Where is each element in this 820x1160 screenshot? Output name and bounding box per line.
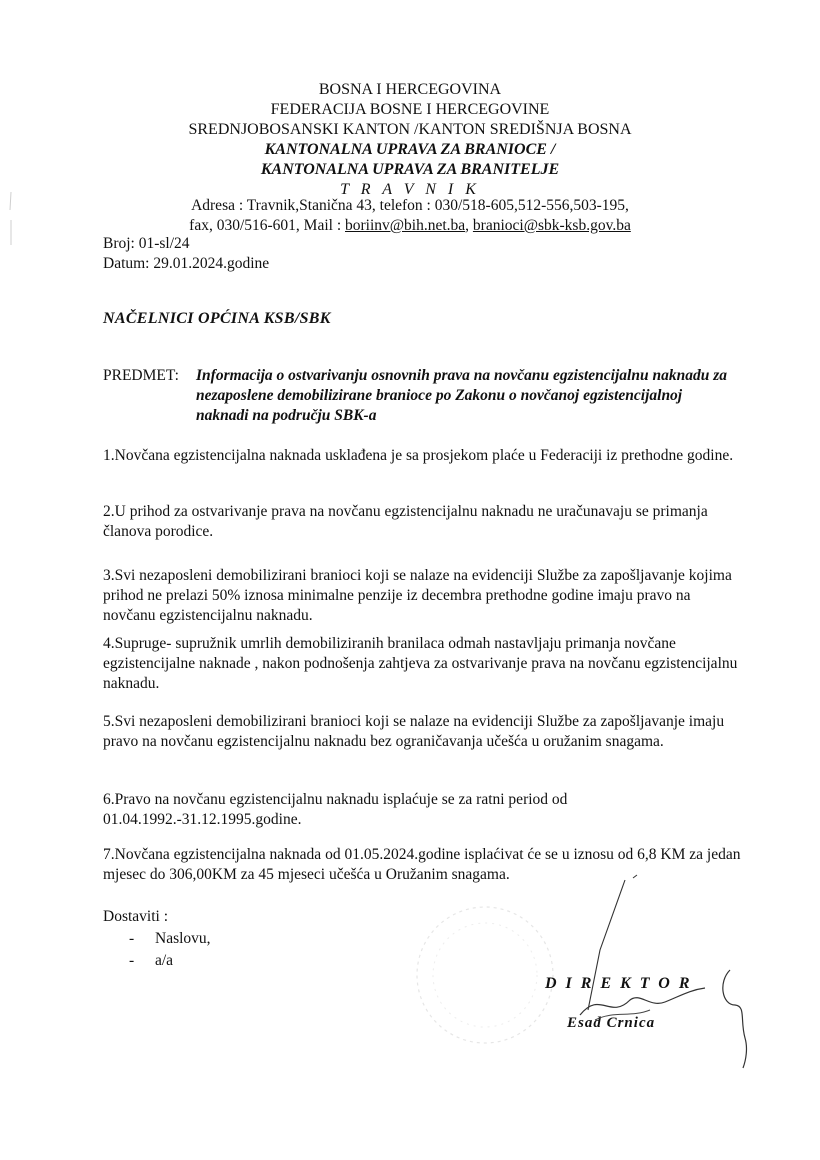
- handwritten-signature: [540, 870, 770, 1070]
- email-separator: ,: [465, 217, 473, 234]
- body-item-5: 5.Svi nezaposleni demobilizirani branioci koji se nalaze na evidenciji Službe za zapošljavanje imaju pravo na novčanu egzistencijalnu naknadu bez ograničavanja učešća u oružanim snagama.: [103, 713, 725, 750]
- contact-block: [0, 196, 820, 236]
- contact-address: Adresa : Travnik,Stanična 43, telefon : 030/518-605,512-556,503-195,: [191, 197, 629, 214]
- distribution-list: [103, 906, 211, 972]
- body-item-4: 4.Supruge- supružnik umrlih demobiliziranih branilaca odmah nastavljaju primanja novčane egzistencijalne naknade , nakon podnošenja zahtjeva za ostvarivanje prava na novčanu egzistencijalnu naknadu.: [103, 635, 738, 692]
- signature-title: DIREKTOR: [545, 975, 699, 992]
- contact-fax-mail: [0, 216, 820, 236]
- email-link-2[interactable]: branioci@sbk-ksb.gov.ba: [472, 217, 631, 234]
- document-number: Broj: 01-sl/24: [103, 235, 190, 252]
- header-office-1: KANTONALNA UPRAVA ZA BRANIOCE /: [264, 141, 556, 158]
- document-meta: [103, 234, 269, 274]
- distribution-label: Dostaviti :: [103, 908, 169, 925]
- body-item-7: 7.Novčana egzistencijalna naknada od 01.05.2024.godine isplaćivat će se u iznosu od 6,8 KM za jedan mjesec do 306,00KM za 45 mjeseci učešća u Oružanim snagama.: [103, 846, 741, 883]
- header-federation: FEDERACIJA BOSNE I HERCEGOVINE: [270, 101, 550, 118]
- distribution-entry: - a/a: [129, 950, 211, 972]
- header-country: BOSNA I HERCEGOVINA: [318, 81, 502, 98]
- letterhead: [0, 80, 820, 200]
- document-date: Datum: 29.01.2024.godine: [103, 255, 270, 272]
- header-canton: SREDNJOBOSANSKI KANTON /KANTON SREDIŠNJA BOSNA: [188, 121, 632, 138]
- recipient: NAČELNICI OPĆINA KSB/SBK: [103, 310, 331, 327]
- body-item-1: 1.Novčana egzistencijalna naknada usklađena je sa prosjekom plaće u Federaciji iz prethodne godine.: [103, 447, 734, 464]
- body-item-6: 6.Pravo na novčanu egzistencijalnu naknadu isplaćuje se za ratni period od 01.04.1992.-31.12.1995.godine.: [103, 791, 568, 828]
- subject-label: PREDMET:: [103, 367, 179, 384]
- contact-fax-prefix: fax, 030/516-601, Mail :: [189, 217, 345, 234]
- email-link-1[interactable]: boriinv@bih.net.ba: [345, 217, 466, 234]
- distribution-entry: - Naslovu,: [129, 928, 211, 950]
- subject-text: Informacija o ostvarivanju osnovnih prava na novčanu egzistencijalnu naknadu za nezaposlene demobilizirane branioce po Zakonu o novčanoj egzistencijalnoj naknadi na području SBK-a: [196, 367, 727, 424]
- faint-stamp: [410, 900, 560, 1050]
- signature-name: Esad Crnica: [567, 1015, 656, 1031]
- body-item-2: 2.U prihod za ostvarivanje prava na novčanu egzistencijalnu naknadu ne uračunavaju se primanja članova porodice.: [103, 503, 708, 540]
- header-office-2: KANTONALNA UPRAVA ZA BRANITELJE: [260, 161, 560, 178]
- body-item-3: 3.Svi nezaposleni demobilizirani branioci koji se nalaze na evidenciji Službe za zapošljavanje kojima prihod ne prelazi 50% iznosa minimalne penzije iz decembra prethodne godine imaju pravo na novčanu egzistencijalnu naknadu.: [103, 567, 732, 624]
- header-city: T R A V N I K: [340, 181, 480, 198]
